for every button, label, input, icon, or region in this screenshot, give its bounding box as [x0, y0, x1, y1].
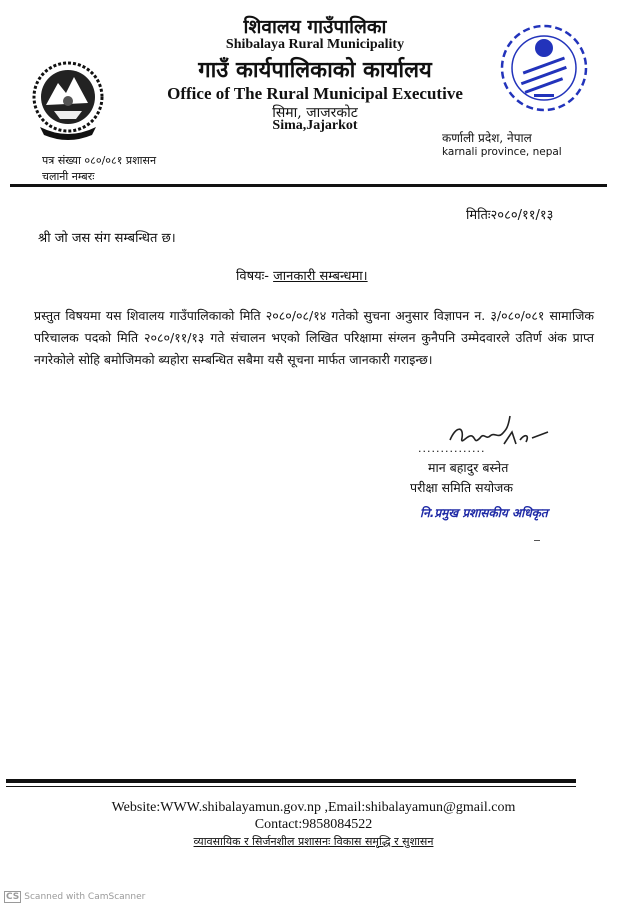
- stray-mark: [534, 540, 540, 541]
- footer-motto: [0, 834, 627, 849]
- officer-stamp: नि.प्रमुख प्रशासकीय अधिकृत: [420, 506, 548, 520]
- signer-role: परीक्षा समिति सयोजक: [410, 480, 513, 495]
- footer-divider-thin: [6, 786, 576, 787]
- signer-name: मान बहादुर बस्नेत: [428, 460, 509, 475]
- subject-line: [236, 266, 368, 284]
- office-name-en: Office of The Rural Municipal Executive: [167, 84, 463, 103]
- municipality-name-np: शिवालय गाउँपालिका: [243, 16, 387, 38]
- office-name-np: गाउँ कार्यपालिकाको कार्यालय: [198, 57, 432, 83]
- letter-body: प्रस्तुत विषयमा यस शिवालय गाउँपालिकाको मिति २०८०/०८/१४ गतेको सुचना अनुसार विज्ञापन न. ३/०८०/०८१ सामाजिक परिचालक पदको मिति २०८०/११/१३ गते संचालन भएको लिखित परिक्षामा संग्लन कुनैपनि उम्मेदवारले उतिर्ण अंक प्राप्त नगरेकोले सोहि बमोजिमको ब्यहोरा सम्बन्धित सबैमा यसै सूचना मार्फत जानकारी गराइन्छ।: [34, 308, 594, 367]
- subject-label: विषयः-: [236, 269, 274, 284]
- scanner-watermark: [4, 891, 145, 903]
- camscanner-icon: CS: [6, 892, 20, 902]
- municipality-name-en: Shibalaya Rural Municipality: [225, 37, 405, 52]
- place-en: Sima,Jajarkot: [272, 118, 358, 133]
- place-np: सिमा, जाजरकोट: [272, 105, 358, 121]
- dispatch-number: चलानी नम्बरः: [42, 170, 95, 183]
- province-en: karnali province, nepal: [442, 146, 562, 158]
- salutation: श्री जो जस संग सम्बन्धित छ।: [38, 231, 176, 246]
- letter-date: मितिः२०८०/११/१३: [466, 208, 554, 223]
- reference-number: पत्र संख्या ०८०/०८१ प्रशासन: [42, 154, 157, 167]
- province-np: कर्णाली प्रदेश, नेपाल: [442, 131, 532, 145]
- nepal-emblem-logo: [30, 55, 106, 145]
- footer-contact: Contact:9858084522: [254, 817, 373, 832]
- header-divider: [10, 184, 607, 187]
- signature-dotted-line: ...............: [418, 442, 486, 455]
- scanner-text: Scanned with CamScanner: [24, 892, 146, 902]
- subject-text: जानकारी सम्बन्धमा।: [273, 269, 368, 284]
- footer-motto-text: व्यावसायिक र सिर्जनशील प्रशासनः विकास समृद्धि र सुशासन: [193, 835, 434, 848]
- municipality-seal: [498, 18, 590, 118]
- footer-divider-thick: [6, 779, 576, 783]
- footer-website-email: Website:WWW.shibalayamun.gov.np ,Email:shibalayamun@gmail.com: [111, 800, 516, 815]
